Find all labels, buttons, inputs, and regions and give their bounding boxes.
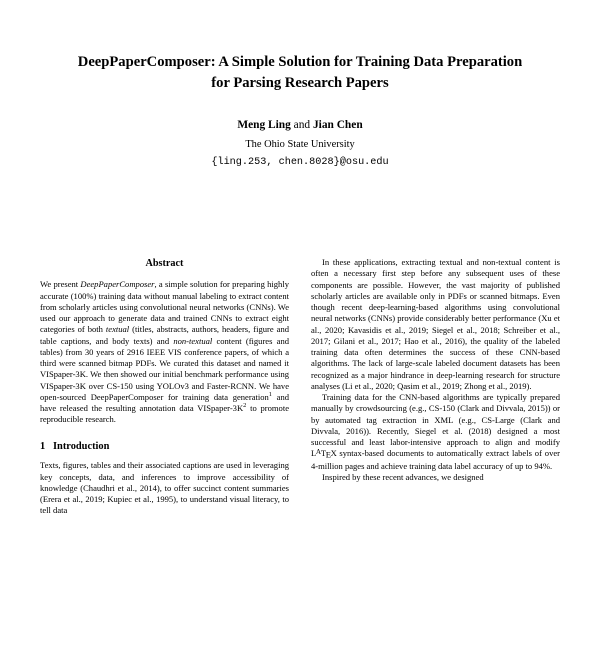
abstract-term-textual: textual	[105, 324, 130, 335]
footnote-marker-2: 2	[243, 402, 247, 410]
right-paragraph-2	[311, 392, 560, 472]
author-name-2: Jian Chen	[312, 119, 363, 132]
author-name-1: Meng Ling	[237, 119, 291, 132]
right-column	[311, 257, 560, 517]
abstract-term-deeppapercomposer: DeepPaperComposer	[80, 279, 155, 290]
right-paragraph-2-part-a: Training data for the CNN-based algorithms are typically prepared manually by crowdsourcing (e.g., CS-150 (Clark and Divvala, 2015)) or by automated tag extraction in XML (e.g., CS-Large (Clark and Divvala, 2016)). Recently, Siegel et al. (2018) designed a most successful and least labor-intensive approach to align and modify	[311, 392, 560, 447]
author-conjunction: and	[293, 119, 311, 132]
right-paragraph-1: In these applications, extracting textual and non-textual content is often a necessary first step before any subsequent uses of these components are possible. However, the vast majority of published scholarly articles are available only in PDFs or scanned bitmaps. Even though recent deep-learning-based algorithms using convolutional neural networks (CNNs) provide considerably better performance (Xu et al., 2020; Kavasidis et al., 2019; Siegel et al., 2018; Schreiber et al., 2017; Gilani et al., 2017; Hao et al., 2016), the quality of the labeled training data often determines the success of these CNN-based algorithms. The lack of large-scale labeled document datasets has been recognized as a major hindrance in deep-learning research for structure analyses (Li et al., 2020; Qasim et al., 2019; Zhong et al., 2019).	[311, 257, 560, 391]
abstract-heading: Abstract	[145, 258, 184, 269]
section-number: 1	[40, 440, 46, 452]
section-heading-introduction	[40, 440, 289, 454]
abstract-paragraph: We present DeepPaperComposer, a simple solution for preparing highly accurate (100%) training data without manual labeling to extract content from scholarly articles using convolutional neural networks (CNNs). We used our approach to generate data and trained CNNs to extract eight categories of both textual (titles, abstracts, authors, headers, figure and table captions, and body texts) and non-textual content (figures and tables) from 30 years of 2916 IEEE VIS conference papers, of which a third were scanned bitmap PDFs. We curated this dataset and named it VISpaper-3K. We then showed our initial benchmark performance using VISpaper-3K over CS-150 using YOLOv3 and Faster-RCNN. We have open-sourced DeepPaperComposer for training data generation$^1$ and have released the resulting annotation data VISpaper-$3K^2$ to promote reproducible research.	[40, 279, 289, 425]
footnote-marker-1: 1	[268, 391, 272, 399]
right-paragraph-3: Inspired by these recent advances, we designed	[322, 472, 484, 483]
right-paragraph-2-part-b: syntax-based documents to automatically extract labels of over 4-million pages and achieve training data label accuracy of up to 94%.	[311, 448, 560, 471]
affiliation: The Ohio State University	[245, 138, 355, 150]
left-column	[40, 257, 289, 517]
intro-paragraph-1: Texts, figures, tables and their associated captions are used in leveraging key concepts, data, and inferences to improve accessibility of knowledge (Chaudhri et al., 2014), to offer succinct content summaries (Erera et al., 2019; Kupiec et al., 1995), to understand visual literacy, to tell data	[40, 460, 289, 516]
paper-page	[0, 52, 600, 652]
author-list	[0, 117, 600, 170]
page-title	[42, 52, 558, 93]
body-columns	[40, 257, 560, 517]
section-title: Introduction	[53, 440, 110, 452]
abstract-term-nontextual: non-textual	[173, 335, 213, 346]
author-email: {ling.253, chen.8028}@osu.edu	[211, 157, 389, 169]
title-line-2: for Parsing Research Papers	[211, 74, 389, 91]
title-line-1: DeepPaperComposer: A Simple Solution for Training Data Preparation	[77, 54, 523, 70]
latex-logo: $L^ATEX$	[311, 448, 337, 460]
